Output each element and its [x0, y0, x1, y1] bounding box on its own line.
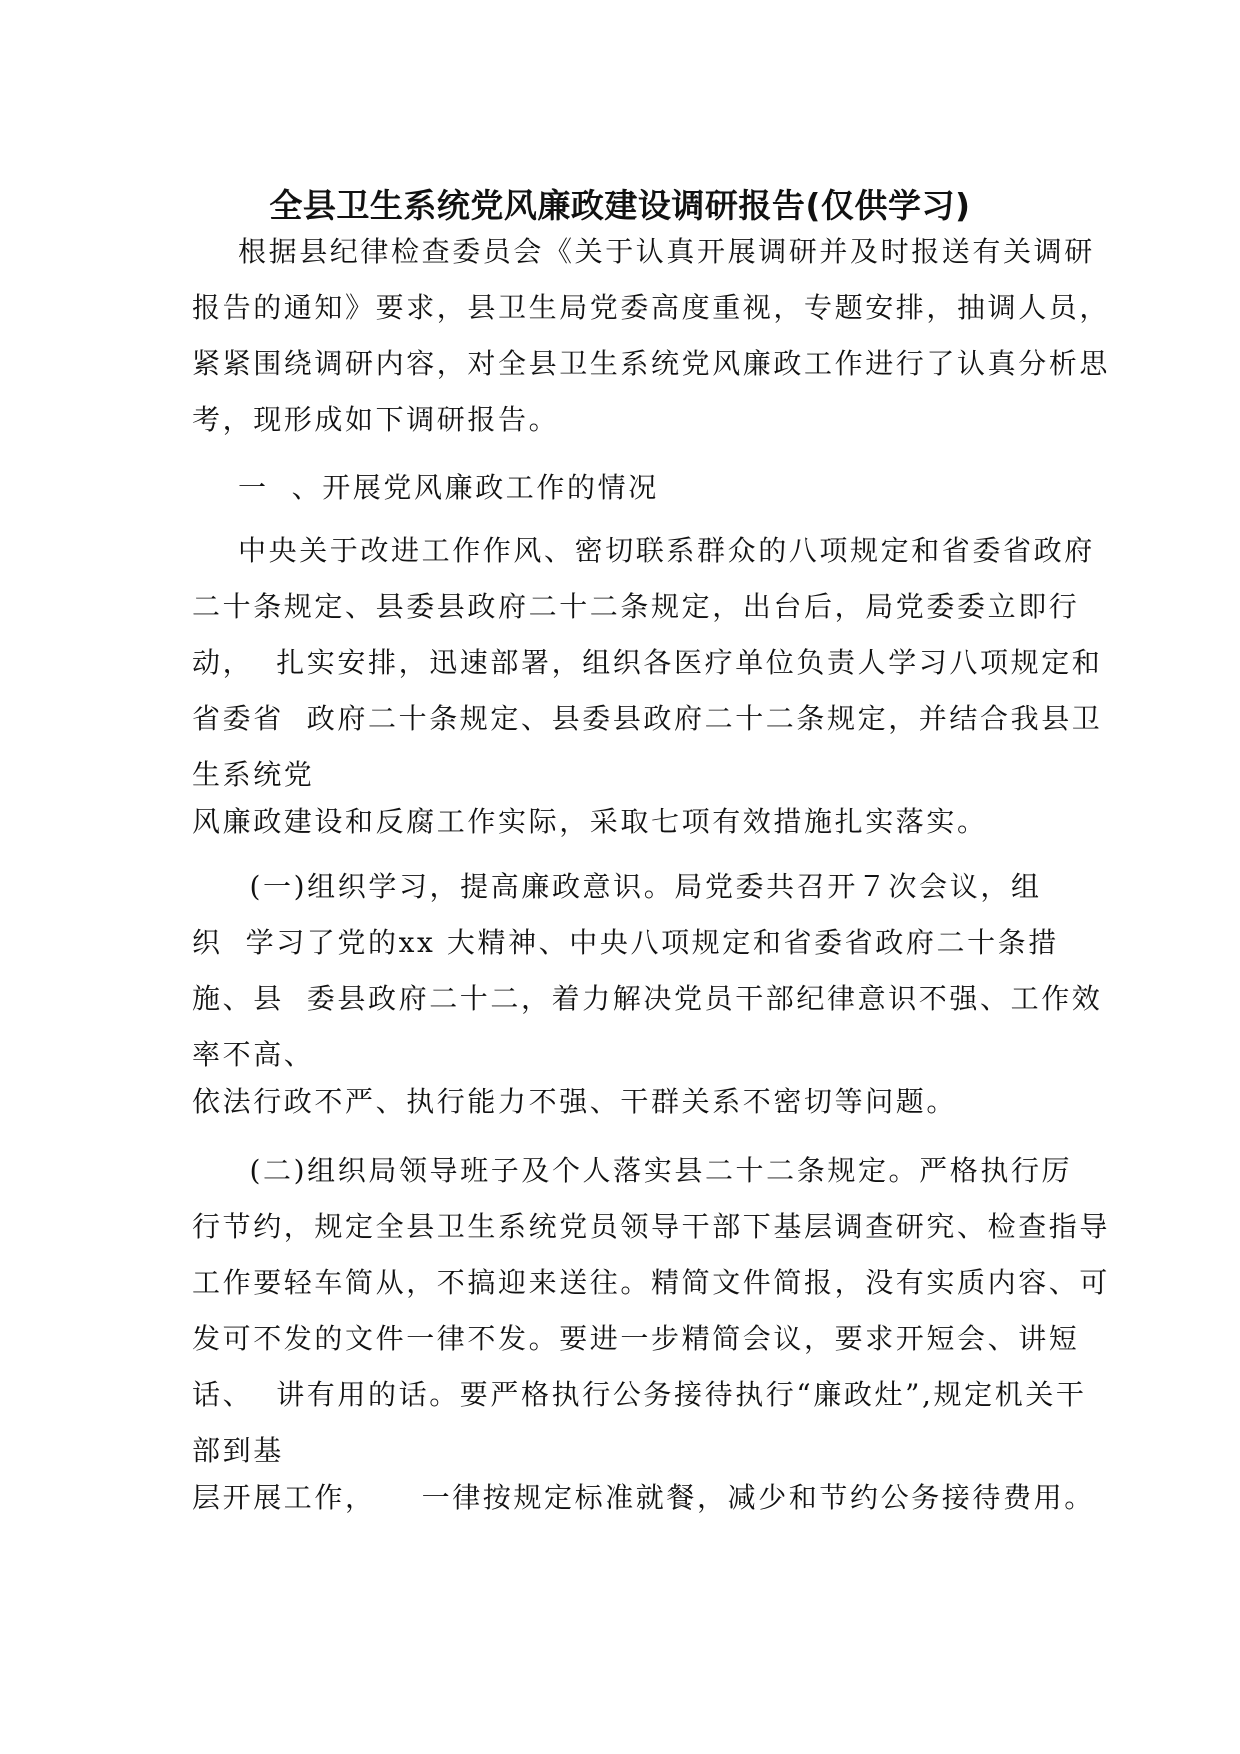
section-heading: 一 、开展党风廉政工作的情况: [192, 471, 659, 504]
text-line: 发可不发的文件一律不发。要进一步精简会议，要求开短会、讲短: [192, 1322, 1080, 1355]
text-line: 省委省 政府二十条规定、县委县政府二十二条规定，并结合我县卫: [192, 702, 1103, 735]
text-line: 报告的通知》要求，县卫生局党委高度重视，专题安排，抽调人员，: [192, 291, 1111, 324]
text-line: 动， 扎实安排，迅速部署，组织各医疗单位负责人学习八项规定和: [192, 646, 1103, 679]
text-line: 行节约，规定全县卫生系统党员领导干部下基层调查研究、检查指导: [192, 1210, 1111, 1243]
text-line: 中央关于改进工作作风、密切联系群众的八项规定和省委省政府: [192, 534, 1095, 567]
text-line: 施、县 委县政府二十二，着力解决党员干部纪律意识不强、工作效: [192, 982, 1103, 1015]
document-title: 全县卫生系统党风廉政建设调研报告(仅供学习): [269, 186, 971, 225]
text-line: 部到基: [192, 1434, 284, 1467]
text-line: 风廉政建设和反腐工作实际，采取七项有效措施扎实落实。: [192, 805, 988, 838]
subsection-line: (一)组织学习，提高廉政意识。局党委共召开７次会议，组: [192, 870, 1042, 903]
text-line: 织 学习了党的xx 大精神、中央八项规定和省委省政府二十条措: [192, 926, 1059, 959]
text-line: 二十条规定、县委县政府二十二条规定，出台后，局党委委立即行: [192, 590, 1080, 623]
text-line: 工作要轻车简从，不搞迎来送往。精简文件简报，没有实质内容、可: [192, 1266, 1111, 1299]
text-line: 依法行政不严、执行能力不强、干群关系不密切等问题。: [192, 1085, 958, 1118]
text-line: 根据县纪律检查委员会《关于认真开展调研并及时报送有关调研: [192, 235, 1095, 268]
subsection-line: (二)组织局领导班子及个人落实县二十二条规定。严格执行厉: [192, 1154, 1073, 1187]
text-line: 生系统党: [192, 758, 315, 791]
text-line: 话、 讲有用的话。要严格执行公务接待执行“廉政灶”,规定机关干: [192, 1378, 1087, 1411]
text-line: 层开展工作， 一律按规定标准就餐，减少和节约公务接待费用。: [192, 1481, 1095, 1514]
text-line: 率不高、: [192, 1038, 315, 1071]
text-line: 紧紧围绕调研内容，对全县卫生系统党风廉政工作进行了认真分析思: [192, 347, 1111, 380]
text-line: 考，现形成如下调研报告。: [192, 403, 560, 436]
